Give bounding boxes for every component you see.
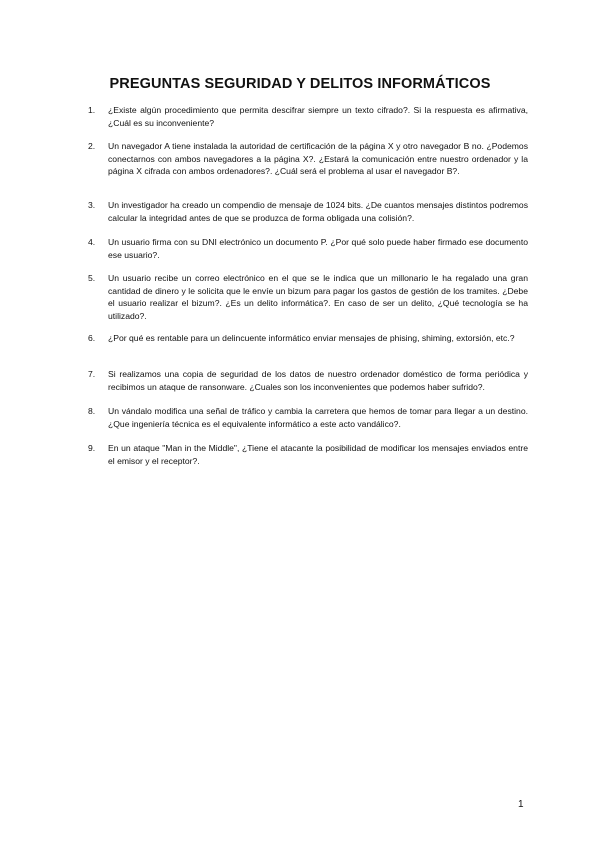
question-text: Un investigador ha creado un compendio de mensaje de 1024 bits. ¿De cuantos mensajes distintos podremos calcular la integridad antes de que se produzca de forma obligada una colisión?. <box>108 200 528 223</box>
page-number: 1 <box>518 799 524 810</box>
question-text: Un navegador A tiene instalada la autoridad de certificación de la página X y otro navegador B no. ¿Podemos conectarnos con ambos navegadores a la página X?. ¿Estará la comunicación entre nuestro ordenador y la página X cifrada con ambos ordenadores?. ¿Cuál será el problema al usar el navegador B?. <box>108 141 528 176</box>
question-number: 5. <box>88 273 96 283</box>
question-number: 2. <box>88 141 96 151</box>
question-item <box>88 332 528 345</box>
question-item <box>88 140 528 178</box>
document-title: PREGUNTAS SEGURIDAD Y DELITOS INFORMÁTICOS <box>109 76 491 92</box>
question-item <box>88 199 528 224</box>
question-item <box>88 104 528 129</box>
question-text: En un ataque "Man in the Middle", ¿Tiene el atacante la posibilidad de modificar los mensajes enviados entre el emisor y el receptor?. <box>108 443 528 466</box>
question-item <box>88 236 528 261</box>
question-text: Un vándalo modifica una señal de tráfico y cambia la carretera que hemos de tomar para llegar a un destino. ¿Que ingeniería técnica es el equivalente informático a este acto vandálico?. <box>108 406 528 429</box>
question-number: 4. <box>88 237 96 247</box>
question-text: ¿Existe algún procedimiento que permita descifrar siempre un texto cifrado?. Si la respuesta es afirmativa, ¿Cuál es su inconveniente? <box>108 105 528 128</box>
question-item <box>88 272 528 322</box>
question-text: ¿Por qué es rentable para un delincuente informático enviar mensajes de phising, shiming, extorsión, etc.? <box>108 333 515 343</box>
question-number: 8. <box>88 406 96 416</box>
question-item <box>88 405 528 430</box>
question-text: Un usuario firma con su DNI electrónico un documento P. ¿Por qué solo puede haber firmado ese documento ese usuario?. <box>108 237 528 260</box>
question-text: Si realizamos una copia de seguridad de los datos de nuestro ordenador doméstico de forma periódica y recibimos un ataque de ransonware. ¿Cuales son los inconvenientes que podemos haber sufrido?. <box>108 369 528 392</box>
question-number: 9. <box>88 443 96 453</box>
question-item <box>88 368 528 393</box>
question-number: 7. <box>88 369 96 379</box>
question-text: Un usuario recibe un correo electrónico en el que se le indica que un millonario le ha regalado una gran cantidad de dinero y le solicita que le envíe un bizum para pagar los gastos de gestión de los tramites. ¿Debe el usuario realizar el bizum?. ¿Es un delito informática?. En caso de ser un delito, ¿Qué tecnología se ha utilizado?. <box>108 273 528 321</box>
question-number: 6. <box>88 333 96 343</box>
question-number: 1. <box>88 105 96 115</box>
question-item <box>88 442 528 467</box>
question-number: 3. <box>88 200 96 210</box>
